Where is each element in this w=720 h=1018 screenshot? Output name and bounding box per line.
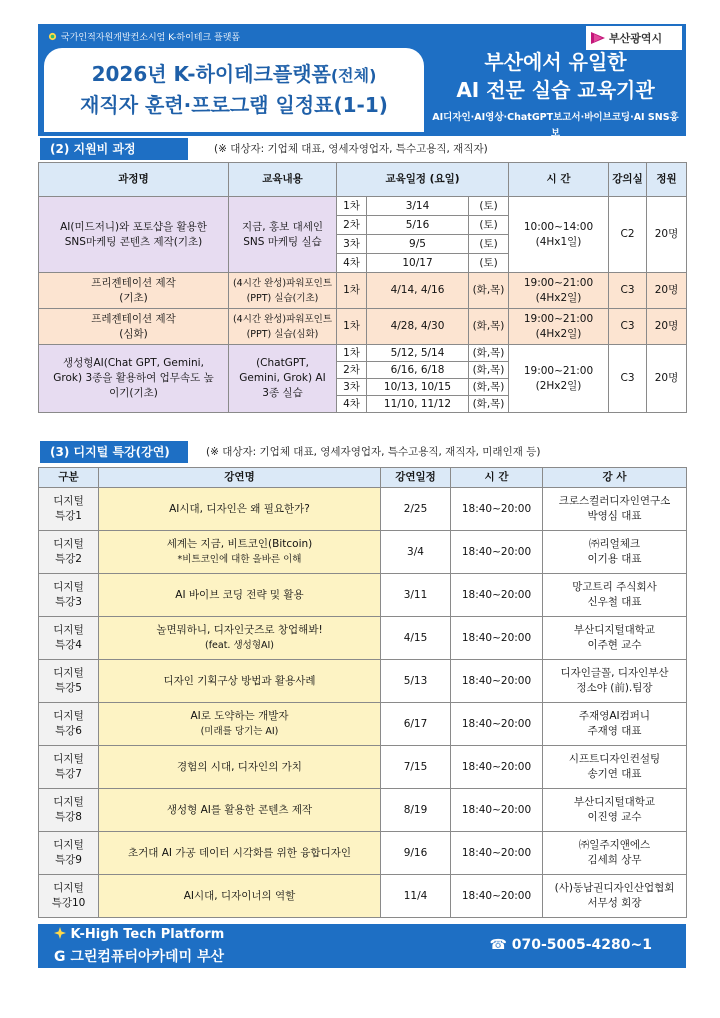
session-day: (화,목) bbox=[469, 396, 509, 413]
lecture-date: 4/15 bbox=[381, 617, 451, 660]
table-row bbox=[39, 273, 687, 309]
session-round: 4차 bbox=[337, 254, 367, 273]
course-content: (4시간 완성)파워포인트 (PPT) 실습(심화) bbox=[229, 309, 337, 345]
lecture-title: AI 바이브 코딩 전략 및 활용 bbox=[99, 574, 381, 617]
course-capacity: 20명 bbox=[647, 273, 687, 309]
lecture-title: 디자인 기획구상 방법과 활용사례 bbox=[99, 660, 381, 703]
table-row bbox=[39, 345, 687, 362]
session-round: 3차 bbox=[337, 235, 367, 254]
lecture-body bbox=[39, 488, 687, 918]
section3-tag: (3) 디지털 특강(강연) bbox=[40, 441, 188, 463]
lecture-title: 놀면뭐하니, 디자인굿즈로 창업해봐! (feat. 생성형AI) bbox=[99, 617, 381, 660]
lecture-title: 생성형 AI를 활용한 콘텐츠 제작 bbox=[99, 789, 381, 832]
session-day: (화,목) bbox=[469, 309, 509, 345]
lecture-title: 경험의 시대, 디자인의 가치 bbox=[99, 746, 381, 789]
footer-academy: G 그린컴퓨터아카데미 부산 bbox=[54, 949, 225, 965]
lecture-speaker: ㈜일주지앤에스 김세희 상무 bbox=[543, 832, 687, 875]
slogan-line2: AI 전문 실습 교육기관 bbox=[456, 78, 655, 102]
session-date: 10/13, 10/15 bbox=[367, 379, 469, 396]
lecture-category: 디지털 특강1 bbox=[39, 488, 99, 531]
lecture-date: 8/19 bbox=[381, 789, 451, 832]
col-header: 강 사 bbox=[543, 468, 687, 488]
lecture-category: 디지털 특강8 bbox=[39, 789, 99, 832]
session-date: 6/16, 6/18 bbox=[367, 362, 469, 379]
session-date: 5/12, 5/14 bbox=[367, 345, 469, 362]
table-row bbox=[39, 488, 687, 531]
footer-platform: K-High Tech Platform bbox=[54, 927, 224, 942]
footer-phone: ☎ 070-5005-4280~1 bbox=[489, 937, 652, 953]
course-room: C2 bbox=[609, 197, 647, 273]
lecture-date: 11/4 bbox=[381, 875, 451, 918]
lecture-table bbox=[38, 467, 687, 918]
col-header: 교육일정 (요일) bbox=[337, 163, 509, 197]
session-date: 9/5 bbox=[367, 235, 469, 254]
course-name: AI(미드저니)와 포토샵을 활용한 SNS마케팅 콘텐츠 제작(기초) bbox=[39, 197, 229, 273]
lecture-category: 디지털 특강3 bbox=[39, 574, 99, 617]
course-capacity: 20명 bbox=[647, 197, 687, 273]
lecture-title: 세계는 지금, 비트코인(Bitcoin) *비트코인에 대한 올바른 이해 bbox=[99, 531, 381, 574]
course-time: 19:00~21:00 (4Hx2일) bbox=[509, 273, 609, 309]
lecture-speaker: ㈜리얼체크 이기용 대표 bbox=[543, 531, 687, 574]
col-header: 강의실 bbox=[609, 163, 647, 197]
session-day: (토) bbox=[469, 235, 509, 254]
course-room: C3 bbox=[609, 345, 647, 413]
lecture-time: 18:40~20:00 bbox=[451, 660, 543, 703]
session-day: (토) bbox=[469, 197, 509, 216]
table-row bbox=[39, 617, 687, 660]
lecture-speaker: 시프트디자인컨설팅 송기연 대표 bbox=[543, 746, 687, 789]
lecture-speaker: 크로스컬러디자인연구소 박영심 대표 bbox=[543, 488, 687, 531]
section2-note: (※ 대상자: 기업체 대표, 영세자영업자, 특수고용직, 재직자) bbox=[214, 143, 488, 155]
course-content: (4시간 완성)파워포인트 (PPT) 실습(기초) bbox=[229, 273, 337, 309]
lecture-category: 디지털 특강7 bbox=[39, 746, 99, 789]
course-room: C3 bbox=[609, 273, 647, 309]
table-row bbox=[39, 832, 687, 875]
platform-star-icon bbox=[54, 927, 66, 939]
session-round: 1차 bbox=[337, 273, 367, 309]
lecture-category: 디지털 특강5 bbox=[39, 660, 99, 703]
lecture-title: AI시대, 디자이너의 역할 bbox=[99, 875, 381, 918]
session-date: 10/17 bbox=[367, 254, 469, 273]
lecture-title: AI시대, 디자인은 왜 필요한가? bbox=[99, 488, 381, 531]
session-round: 1차 bbox=[337, 345, 367, 362]
session-round: 2차 bbox=[337, 362, 367, 379]
lecture-speaker: 주재영AI컴퍼니 주재영 대표 bbox=[543, 703, 687, 746]
busan-logo-icon bbox=[590, 30, 606, 46]
session-round: 2차 bbox=[337, 216, 367, 235]
lecture-time: 18:40~20:00 bbox=[451, 531, 543, 574]
col-header: 시 간 bbox=[509, 163, 609, 197]
course-time: 19:00~21:00 (2Hx2일) bbox=[509, 345, 609, 413]
session-date: 11/10, 11/12 bbox=[367, 396, 469, 413]
table-header-row bbox=[39, 163, 687, 197]
session-day: (화,목) bbox=[469, 379, 509, 396]
course-capacity: 20명 bbox=[647, 309, 687, 345]
session-date: 4/28, 4/30 bbox=[367, 309, 469, 345]
lecture-category: 디지털 특강10 bbox=[39, 875, 99, 918]
lecture-date: 5/13 bbox=[381, 660, 451, 703]
course-name: 프리젠테이션 제작 (기초) bbox=[39, 273, 229, 309]
table-row bbox=[39, 746, 687, 789]
lecture-title: AI로 도약하는 개발자 (미래를 당기는 AI) bbox=[99, 703, 381, 746]
lecture-speaker: 디자인글꼴, 디자인부산 정소야 (前).팀장 bbox=[543, 660, 687, 703]
lecture-time: 18:40~20:00 bbox=[451, 789, 543, 832]
course-content: (ChatGPT, Gemini, Grok) AI 3종 실습 bbox=[229, 345, 337, 413]
lecture-date: 3/11 bbox=[381, 574, 451, 617]
section3-note: (※ 대상자: 기업체 대표, 영세자영업자, 특수고용직, 재직자, 미래인재 등) bbox=[206, 446, 541, 458]
lecture-category: 디지털 특강2 bbox=[39, 531, 99, 574]
page-title-line1: 2026년 K-하이테크플랫폼(전체) bbox=[91, 62, 377, 86]
col-header: 강연일정 bbox=[381, 468, 451, 488]
lecture-title: 초거대 AI 가공 데이터 시각화를 위한 융합디자인 bbox=[99, 832, 381, 875]
course-name: 생성형AI(Chat GPT, Gemini, Grok) 3종을 활용하여 업무속도 높이기(기초) bbox=[39, 345, 229, 413]
lecture-time: 18:40~20:00 bbox=[451, 617, 543, 660]
lecture-category: 디지털 특강4 bbox=[39, 617, 99, 660]
slogan-line1: 부산에서 유일한 bbox=[484, 50, 627, 74]
page-title-line2: 재직자 훈련·프로그램 일정표(1-1) bbox=[80, 93, 388, 117]
session-date: 4/14, 4/16 bbox=[367, 273, 469, 309]
lecture-category: 디지털 특강9 bbox=[39, 832, 99, 875]
header-top-text: 국가인적자원개발컨소시엄 K-하이테크 플랫폼 bbox=[61, 33, 241, 43]
header-top-line bbox=[48, 30, 240, 43]
table-row bbox=[39, 574, 687, 617]
lecture-time: 18:40~20:00 bbox=[451, 703, 543, 746]
session-round: 3차 bbox=[337, 379, 367, 396]
session-date: 5/16 bbox=[367, 216, 469, 235]
session-round: 4차 bbox=[337, 396, 367, 413]
table-row bbox=[39, 309, 687, 345]
slogan-line3: AI디자인·AI영상·ChatGPT보고서·바이브코딩·AI SNS홍보 bbox=[432, 112, 679, 139]
lecture-speaker: (사)동남권디자인산업협회 서무성 회장 bbox=[543, 875, 687, 918]
session-day: (화,목) bbox=[469, 273, 509, 309]
lecture-speaker: 망고트리 주식회사 신우철 대표 bbox=[543, 574, 687, 617]
lecture-speaker: 부산디지털대학교 이주현 교수 bbox=[543, 617, 687, 660]
academy-logo-icon: G bbox=[54, 949, 66, 965]
lecture-time: 18:40~20:00 bbox=[451, 832, 543, 875]
table-header-row bbox=[39, 468, 687, 488]
title-card bbox=[44, 48, 424, 132]
support-course-table bbox=[38, 162, 687, 413]
course-room: C3 bbox=[609, 309, 647, 345]
lecture-time: 18:40~20:00 bbox=[451, 488, 543, 531]
session-day: (토) bbox=[469, 254, 509, 273]
col-header: 교육내용 bbox=[229, 163, 337, 197]
course-time: 19:00~21:00 (4Hx2일) bbox=[509, 309, 609, 345]
lecture-time: 18:40~20:00 bbox=[451, 574, 543, 617]
table-row bbox=[39, 875, 687, 918]
table-row bbox=[39, 197, 687, 216]
col-header: 과정명 bbox=[39, 163, 229, 197]
consortium-logo-icon bbox=[48, 32, 57, 41]
table-row bbox=[39, 789, 687, 832]
lecture-date: 7/15 bbox=[381, 746, 451, 789]
lecture-time: 18:40~20:00 bbox=[451, 875, 543, 918]
lecture-date: 6/17 bbox=[381, 703, 451, 746]
session-date: 3/14 bbox=[367, 197, 469, 216]
session-day: (토) bbox=[469, 216, 509, 235]
session-round: 1차 bbox=[337, 197, 367, 216]
lecture-date: 2/25 bbox=[381, 488, 451, 531]
session-day: (화,목) bbox=[469, 345, 509, 362]
course-name: 프레젠테이션 제작 (심화) bbox=[39, 309, 229, 345]
session-day: (화,목) bbox=[469, 362, 509, 379]
lecture-category: 디지털 특강6 bbox=[39, 703, 99, 746]
busan-logo: 부산광역시 bbox=[586, 26, 682, 50]
header-banner bbox=[38, 24, 686, 139]
col-header: 구분 bbox=[39, 468, 99, 488]
table-row bbox=[39, 531, 687, 574]
lecture-speaker: 부산디지털대학교 이진영 교수 bbox=[543, 789, 687, 832]
lecture-date: 9/16 bbox=[381, 832, 451, 875]
col-header: 정원 bbox=[647, 163, 687, 197]
session-round: 1차 bbox=[337, 309, 367, 345]
col-header: 시 간 bbox=[451, 468, 543, 488]
col-header: 강연명 bbox=[99, 468, 381, 488]
table-row bbox=[39, 660, 687, 703]
course-capacity: 20명 bbox=[647, 345, 687, 413]
slogan bbox=[428, 48, 683, 142]
footer bbox=[38, 924, 686, 968]
lecture-date: 3/4 bbox=[381, 531, 451, 574]
course-time: 10:00~14:00 (4Hx1일) bbox=[509, 197, 609, 273]
table-row bbox=[39, 703, 687, 746]
section2-tag: (2) 지원비 과정 bbox=[40, 138, 188, 160]
lecture-time: 18:40~20:00 bbox=[451, 746, 543, 789]
course-content: 지금, 홍보 대세인 SNS 마케팅 실습 bbox=[229, 197, 337, 273]
